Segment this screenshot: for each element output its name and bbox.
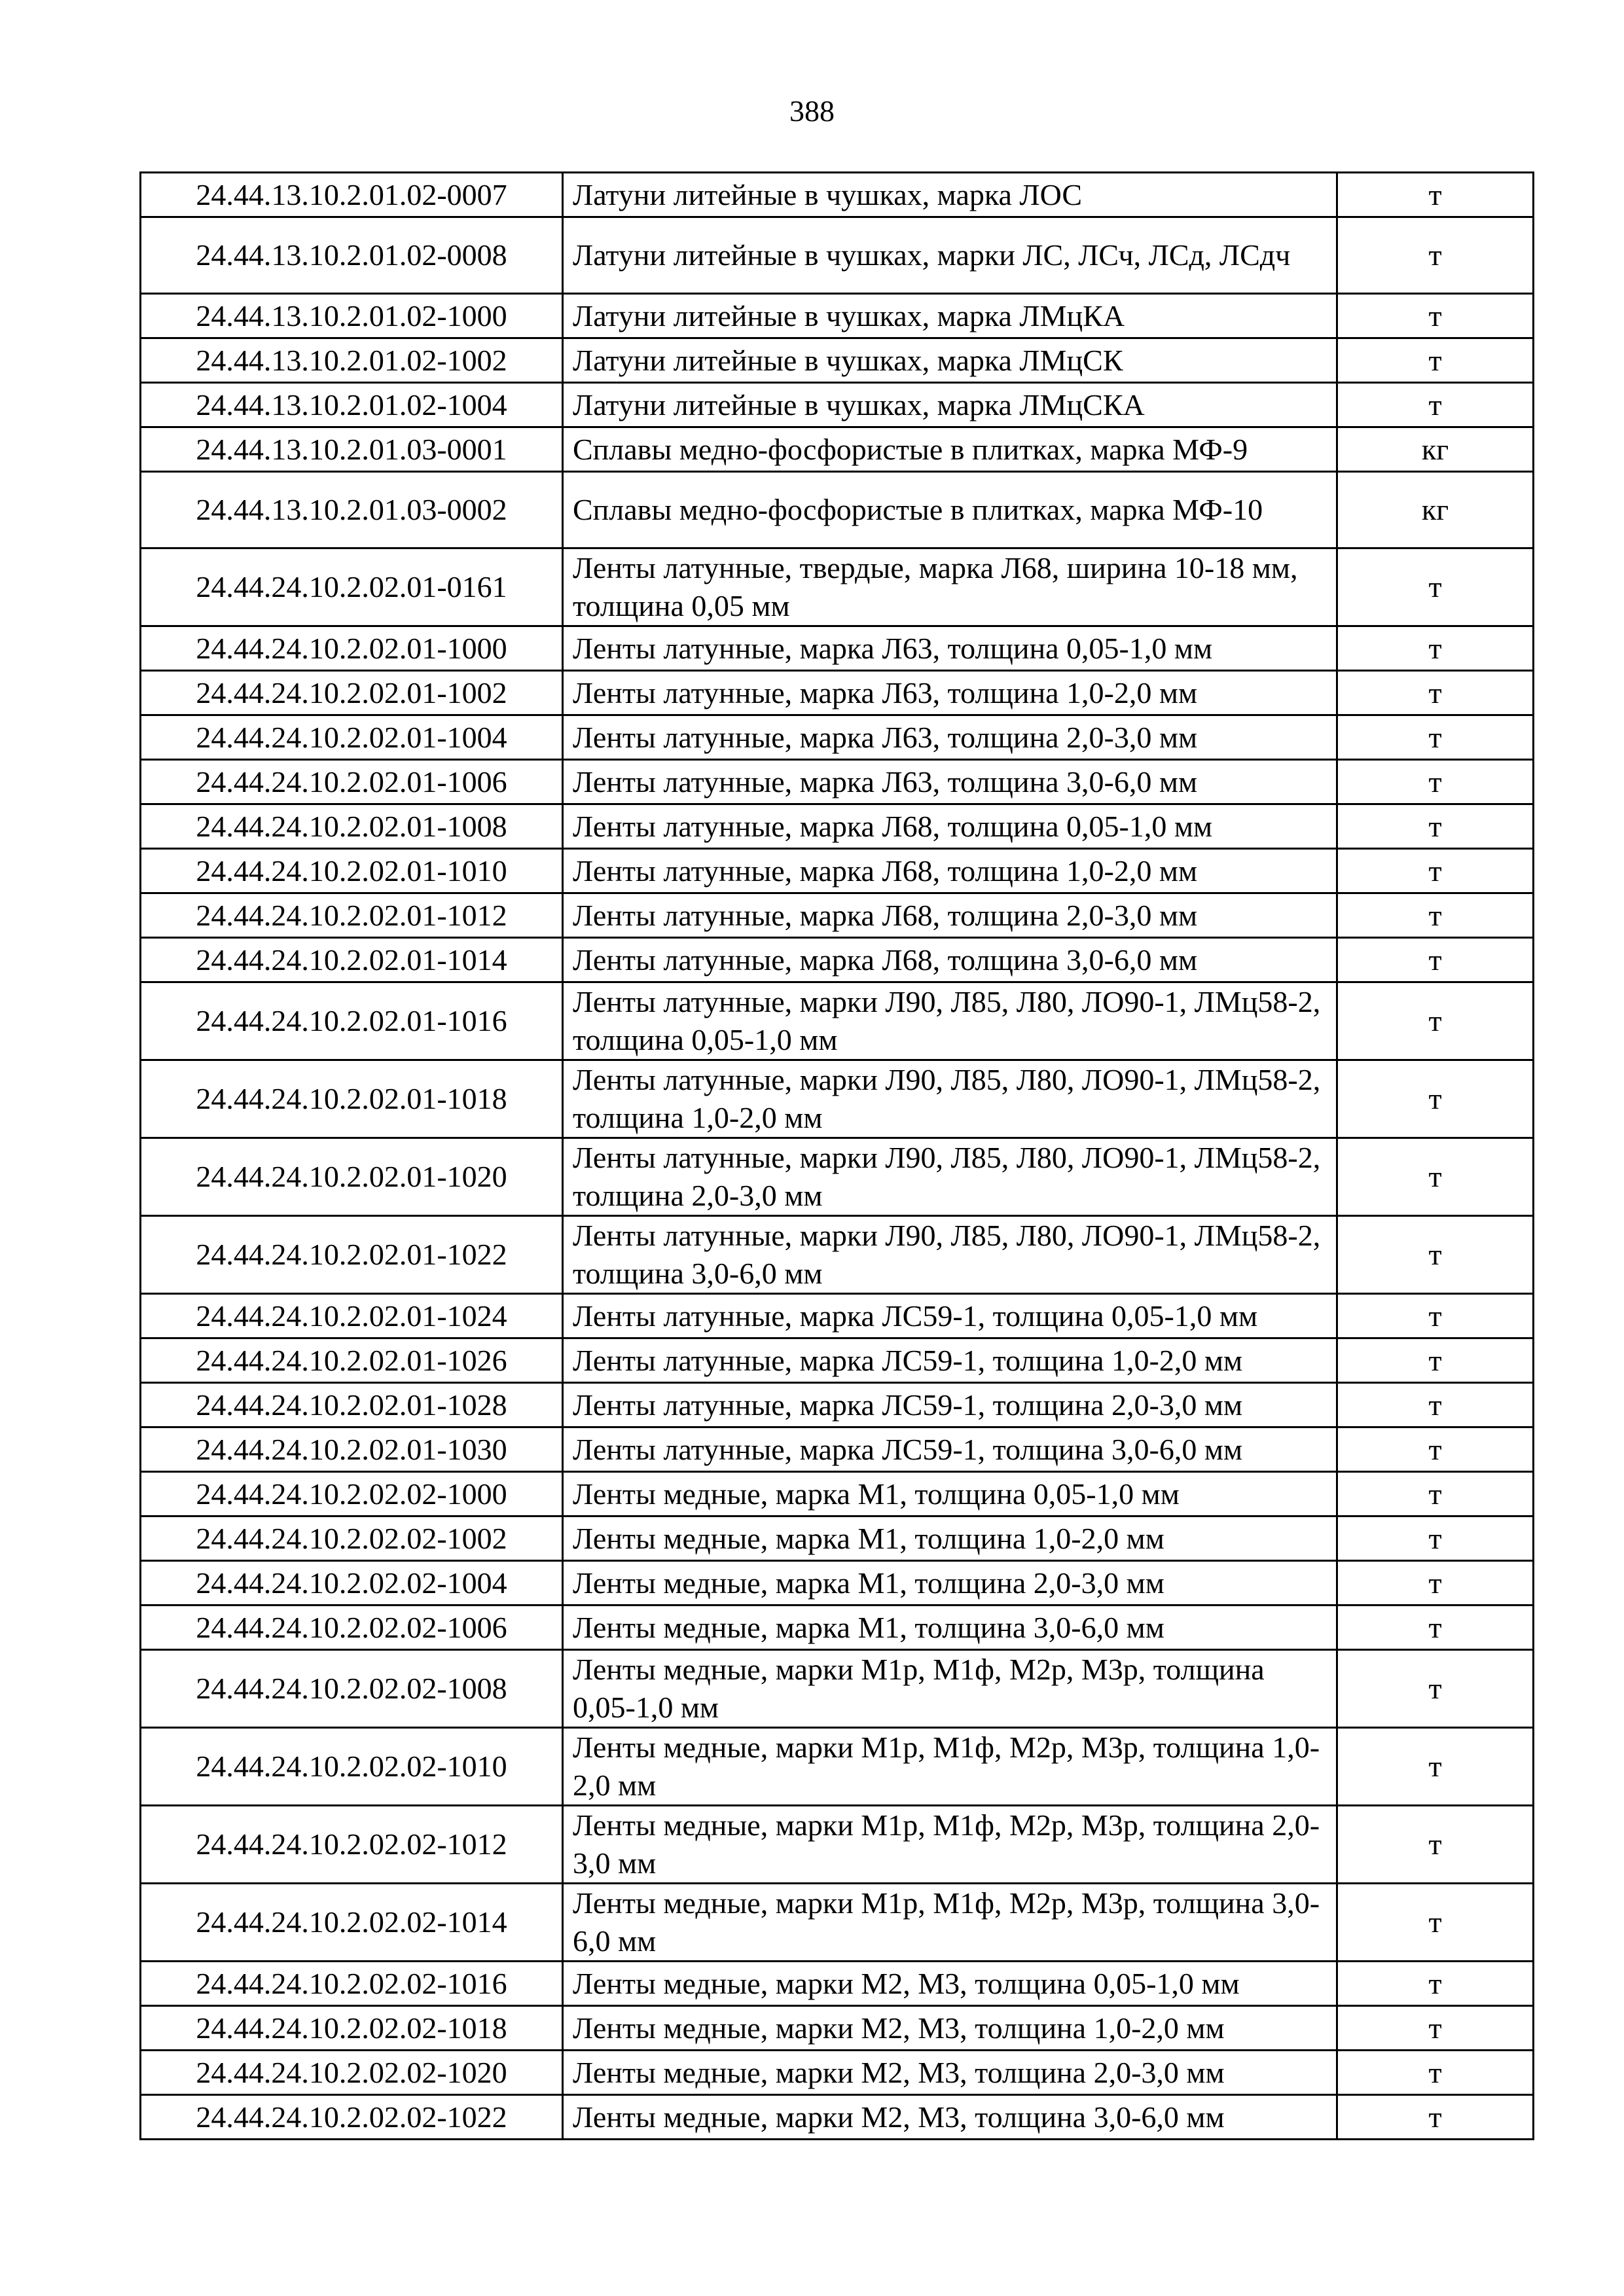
- unit-cell: т: [1337, 548, 1534, 626]
- unit-cell: т: [1337, 2006, 1534, 2051]
- resource-name-cell: Латуни литейные в чушках, марка ЛОС: [563, 173, 1337, 217]
- unit-cell: т: [1337, 804, 1534, 849]
- resource-name-cell: Ленты латунные, твердые, марка Л68, ширина 10-18 мм, толщина 0,05 мм: [563, 548, 1337, 626]
- unit-cell: т: [1337, 1806, 1534, 1884]
- resource-code-cell: 24.44.24.10.2.02.02-1016: [141, 1962, 563, 2006]
- resource-name-cell: Ленты медные, марки М1р, М1ф, М2р, М3р, толщина 0,05-1,0 мм: [563, 1650, 1337, 1728]
- resource-name-cell: Ленты латунные, марка ЛС59-1, толщина 1,0-2,0 мм: [563, 1338, 1337, 1383]
- resource-code-cell: 24.44.24.10.2.02.02-1020: [141, 2051, 563, 2095]
- unit-cell: т: [1337, 760, 1534, 804]
- table-row: [141, 1806, 1534, 1884]
- resource-code-cell: 24.44.24.10.2.02.02-1018: [141, 2006, 563, 2051]
- unit-cell: т: [1337, 938, 1534, 982]
- table-row: [141, 626, 1534, 671]
- resource-code-cell: 24.44.24.10.2.02.01-1028: [141, 1383, 563, 1427]
- table-row: [141, 294, 1534, 338]
- table-row: [141, 1472, 1534, 1516]
- resource-code-cell: 24.44.24.10.2.02.02-1010: [141, 1728, 563, 1806]
- unit-cell: т: [1337, 893, 1534, 938]
- resource-code-cell: 24.44.13.10.2.01.02-0007: [141, 173, 563, 217]
- resource-code-cell: 24.44.24.10.2.02.02-1004: [141, 1561, 563, 1605]
- unit-cell: т: [1337, 294, 1534, 338]
- resource-name-cell: Ленты латунные, марка Л68, толщина 0,05-1,0 мм: [563, 804, 1337, 849]
- table-row: [141, 548, 1534, 626]
- unit-cell: т: [1337, 982, 1534, 1060]
- resource-name-cell: Латуни литейные в чушках, марка ЛМцКА: [563, 294, 1337, 338]
- table-row: [141, 804, 1534, 849]
- resource-name-cell: Ленты латунные, марка ЛС59-1, толщина 2,0-3,0 мм: [563, 1383, 1337, 1427]
- table-row: [141, 982, 1534, 1060]
- resource-name-cell: Ленты латунные, марки Л90, Л85, Л80, ЛО90-1, ЛМц58-2, толщина 1,0-2,0 мм: [563, 1060, 1337, 1138]
- resource-code-cell: 24.44.24.10.2.02.02-1014: [141, 1884, 563, 1962]
- resource-name-cell: Ленты латунные, марки Л90, Л85, Л80, ЛО90-1, ЛМц58-2, толщина 0,05-1,0 мм: [563, 982, 1337, 1060]
- unit-cell: т: [1337, 2095, 1534, 2140]
- table-row: [141, 338, 1534, 383]
- unit-cell: т: [1337, 1383, 1534, 1427]
- unit-cell: т: [1337, 1338, 1534, 1383]
- unit-cell: т: [1337, 1962, 1534, 2006]
- page-number: 388: [789, 94, 835, 128]
- table-row: [141, 173, 1534, 217]
- unit-cell: т: [1337, 1060, 1534, 1138]
- unit-cell: т: [1337, 1216, 1534, 1294]
- table-row: [141, 1138, 1534, 1216]
- table-row: [141, 893, 1534, 938]
- resource-code-cell: 24.44.13.10.2.01.03-0001: [141, 427, 563, 472]
- resource-name-cell: Ленты медные, марки М2, М3, толщина 1,0-2,0 мм: [563, 2006, 1337, 2051]
- resource-code-cell: 24.44.13.10.2.01.03-0002: [141, 472, 563, 548]
- unit-cell: т: [1337, 1605, 1534, 1650]
- resource-code-cell: 24.44.13.10.2.01.02-1004: [141, 383, 563, 427]
- table-row: [141, 1427, 1534, 1472]
- unit-cell: т: [1337, 1294, 1534, 1338]
- unit-cell: т: [1337, 2051, 1534, 2095]
- resource-code-cell: 24.44.24.10.2.02.01-1022: [141, 1216, 563, 1294]
- table-row: [141, 1561, 1534, 1605]
- resource-name-cell: Латуни литейные в чушках, марки ЛС, ЛСч, ЛСд, ЛСдч: [563, 217, 1337, 294]
- resource-name-cell: Ленты медные, марка М1, толщина 2,0-3,0 мм: [563, 1561, 1337, 1605]
- resource-code-cell: 24.44.24.10.2.02.01-1008: [141, 804, 563, 849]
- resource-code-cell: 24.44.24.10.2.02.01-1012: [141, 893, 563, 938]
- table-row: [141, 760, 1534, 804]
- table-row: [141, 1060, 1534, 1138]
- table-row: [141, 1294, 1534, 1338]
- unit-cell: т: [1337, 1138, 1534, 1216]
- table-body: [141, 173, 1534, 2140]
- table-row: [141, 1605, 1534, 1650]
- table-row: [141, 715, 1534, 760]
- resource-code-cell: 24.44.24.10.2.02.01-1004: [141, 715, 563, 760]
- resource-code-cell: 24.44.24.10.2.02.01-1030: [141, 1427, 563, 1472]
- resource-name-cell: Сплавы медно-фосфористые в плитках, марка МФ-9: [563, 427, 1337, 472]
- resource-name-cell: Ленты медные, марки М2, М3, толщина 3,0-6,0 мм: [563, 2095, 1337, 2140]
- resource-name-cell: Ленты медные, марки М2, М3, толщина 0,05-1,0 мм: [563, 1962, 1337, 2006]
- table-row: [141, 1338, 1534, 1383]
- unit-cell: т: [1337, 671, 1534, 715]
- resource-code-cell: 24.44.24.10.2.02.01-0161: [141, 548, 563, 626]
- resource-name-cell: Ленты медные, марки М1р, М1ф, М2р, М3р, толщина 3,0-6,0 мм: [563, 1884, 1337, 1962]
- table-row: [141, 383, 1534, 427]
- resource-code-cell: 24.44.24.10.2.02.02-1012: [141, 1806, 563, 1884]
- resource-name-cell: Ленты латунные, марка Л63, толщина 3,0-6,0 мм: [563, 760, 1337, 804]
- resource-name-cell: Ленты медные, марка М1, толщина 3,0-6,0 мм: [563, 1605, 1337, 1650]
- resource-name-cell: Ленты медные, марка М1, толщина 0,05-1,0 мм: [563, 1472, 1337, 1516]
- resource-name-cell: Ленты латунные, марка ЛС59-1, толщина 0,05-1,0 мм: [563, 1294, 1337, 1338]
- resource-name-cell: Ленты латунные, марки Л90, Л85, Л80, ЛО90-1, ЛМц58-2, толщина 2,0-3,0 мм: [563, 1138, 1337, 1216]
- table-row: [141, 217, 1534, 294]
- resource-name-cell: Ленты латунные, марка Л63, толщина 0,05-1,0 мм: [563, 626, 1337, 671]
- unit-cell: т: [1337, 338, 1534, 383]
- unit-cell: т: [1337, 1472, 1534, 1516]
- resource-code-cell: 24.44.24.10.2.02.01-1016: [141, 982, 563, 1060]
- unit-cell: т: [1337, 849, 1534, 893]
- resource-code-cell: 24.44.24.10.2.02.02-1006: [141, 1605, 563, 1650]
- resource-name-cell: Ленты латунные, марка Л68, толщина 1,0-2,0 мм: [563, 849, 1337, 893]
- unit-cell: т: [1337, 626, 1534, 671]
- unit-cell: т: [1337, 1728, 1534, 1806]
- table-row: [141, 671, 1534, 715]
- resource-name-cell: Латуни литейные в чушках, марка ЛМцСКА: [563, 383, 1337, 427]
- resource-name-cell: Ленты латунные, марки Л90, Л85, Л80, ЛО90-1, ЛМц58-2, толщина 3,0-6,0 мм: [563, 1216, 1337, 1294]
- resource-code-cell: 24.44.24.10.2.02.01-1024: [141, 1294, 563, 1338]
- unit-cell: т: [1337, 715, 1534, 760]
- resource-code-cell: 24.44.24.10.2.02.01-1002: [141, 671, 563, 715]
- unit-cell: т: [1337, 1561, 1534, 1605]
- resource-name-cell: Сплавы медно-фосфористые в плитках, марка МФ-10: [563, 472, 1337, 548]
- table-row: [141, 1650, 1534, 1728]
- table-row: [141, 1884, 1534, 1962]
- table-row: [141, 2051, 1534, 2095]
- table-row: [141, 472, 1534, 548]
- unit-cell: т: [1337, 1516, 1534, 1561]
- resource-name-cell: Ленты латунные, марка Л63, толщина 1,0-2,0 мм: [563, 671, 1337, 715]
- unit-cell: т: [1337, 173, 1534, 217]
- resource-code-cell: 24.44.24.10.2.02.01-1018: [141, 1060, 563, 1138]
- resource-name-cell: Ленты латунные, марка Л63, толщина 2,0-3,0 мм: [563, 715, 1337, 760]
- resource-code-cell: 24.44.24.10.2.02.02-1000: [141, 1472, 563, 1516]
- table-row: [141, 2006, 1534, 2051]
- table-row: [141, 1216, 1534, 1294]
- resource-code-cell: 24.44.13.10.2.01.02-1000: [141, 294, 563, 338]
- table-row: [141, 1383, 1534, 1427]
- resource-name-cell: Ленты медные, марки М1р, М1ф, М2р, М3р, толщина 1,0-2,0 мм: [563, 1728, 1337, 1806]
- resource-code-cell: 24.44.24.10.2.02.01-1000: [141, 626, 563, 671]
- resource-code-cell: 24.44.24.10.2.02.01-1026: [141, 1338, 563, 1383]
- resource-code-cell: 24.44.24.10.2.02.01-1020: [141, 1138, 563, 1216]
- resource-name-cell: Ленты медные, марки М2, М3, толщина 2,0-3,0 мм: [563, 2051, 1337, 2095]
- resource-table: [139, 171, 1534, 2140]
- resource-code-cell: 24.44.13.10.2.01.02-0008: [141, 217, 563, 294]
- table-row: [141, 427, 1534, 472]
- table-row: [141, 1516, 1534, 1561]
- resource-code-cell: 24.44.24.10.2.02.01-1010: [141, 849, 563, 893]
- resource-code-cell: 24.44.24.10.2.02.02-1008: [141, 1650, 563, 1728]
- resource-name-cell: Латуни литейные в чушках, марка ЛМцСК: [563, 338, 1337, 383]
- unit-cell: кг: [1337, 427, 1534, 472]
- resource-name-cell: Ленты латунные, марка Л68, толщина 2,0-3,0 мм: [563, 893, 1337, 938]
- table-row: [141, 1962, 1534, 2006]
- resource-code-cell: 24.44.24.10.2.02.02-1002: [141, 1516, 563, 1561]
- resource-name-cell: Ленты медные, марка М1, толщина 1,0-2,0 мм: [563, 1516, 1337, 1561]
- unit-cell: кг: [1337, 472, 1534, 548]
- unit-cell: т: [1337, 1884, 1534, 1962]
- unit-cell: т: [1337, 1427, 1534, 1472]
- resource-code-cell: 24.44.24.10.2.02.01-1006: [141, 760, 563, 804]
- resource-code-cell: 24.44.24.10.2.02.02-1022: [141, 2095, 563, 2140]
- unit-cell: т: [1337, 1650, 1534, 1728]
- table-row: [141, 2095, 1534, 2140]
- unit-cell: т: [1337, 217, 1534, 294]
- table-row: [141, 1728, 1534, 1806]
- resource-code-cell: 24.44.13.10.2.01.02-1002: [141, 338, 563, 383]
- resource-code-cell: 24.44.24.10.2.02.01-1014: [141, 938, 563, 982]
- unit-cell: т: [1337, 383, 1534, 427]
- table-row: [141, 849, 1534, 893]
- resource-name-cell: Ленты латунные, марка ЛС59-1, толщина 3,0-6,0 мм: [563, 1427, 1337, 1472]
- resource-name-cell: Ленты медные, марки М1р, М1ф, М2р, М3р, толщина 2,0-3,0 мм: [563, 1806, 1337, 1884]
- table-row: [141, 938, 1534, 982]
- resource-name-cell: Ленты латунные, марка Л68, толщина 3,0-6,0 мм: [563, 938, 1337, 982]
